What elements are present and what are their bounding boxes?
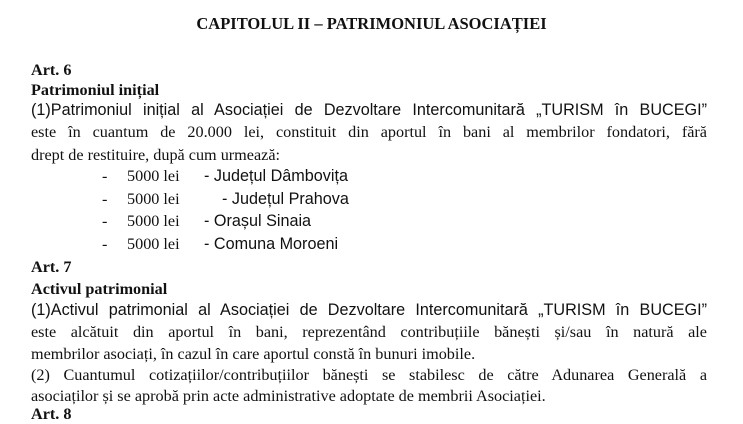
art7-p2-line1: (2) Cuantumul cotizațiilor/contribuțiilor bănești se stabilesc de către Adunarea Generală a (31, 366, 707, 384)
list-dash: - (102, 235, 108, 253)
contribution-row (0, 211, 743, 231)
contribution-amount: 5000 lei (127, 235, 180, 253)
art6-p1-line2: este în cuantum de 20.000 lei, constituit din aportul în bani al membrilor fondatori, fără (31, 123, 707, 141)
art7-p2-line2: asociaților și se aprobă prin acte administrative adoptate de membrii Asociației. (31, 387, 546, 405)
contribution-row (0, 166, 743, 186)
art8-heading-partial: Art. 8 (31, 405, 72, 423)
art7-p1-line1: (1)Activul patrimonial al Asociației de Dezvoltare Intercomunitară „TURISM în BUCEGI” (31, 301, 707, 319)
contribution-member: - Județul Prahova (222, 190, 349, 208)
art7-p1-line3: membrilor asociați, în cazul în care aportul constă în bunuri imobile. (31, 345, 476, 363)
art7-heading: Art. 7 (31, 258, 72, 276)
chapter-title: CAPITOLUL II – PATRIMONIUL ASOCIAȚIEI (196, 14, 547, 33)
contribution-member: - Comuna Moroeni (204, 235, 339, 253)
contribution-row (0, 189, 743, 209)
art6-p1-line1: (1)Patrimoniul inițial al Asociației de Dezvoltare Intercomunitară „TURISM în BUCEGI” (31, 101, 707, 119)
art6-p1-line3: drept de restituire, după cum urmează: (31, 146, 281, 164)
contribution-member: - Orașul Sinaia (204, 212, 312, 230)
art7-subheading: Activul patrimonial (31, 280, 168, 298)
contribution-amount: 5000 lei (127, 167, 180, 185)
list-dash: - (102, 167, 108, 185)
list-dash: - (102, 190, 108, 208)
contribution-amount: 5000 lei (127, 190, 180, 208)
art7-p1-line2: este alcătuit din aportul în bani, reprezentând contribuțiile bănești și/sau în natură ale (31, 323, 707, 341)
contribution-row (0, 234, 743, 254)
art6-subheading: Patrimoniul inițial (31, 81, 160, 99)
contribution-member: - Județul Dâmbovița (204, 167, 348, 185)
art6-heading: Art. 6 (31, 61, 72, 79)
list-dash: - (102, 212, 108, 230)
contribution-amount: 5000 lei (127, 212, 180, 230)
